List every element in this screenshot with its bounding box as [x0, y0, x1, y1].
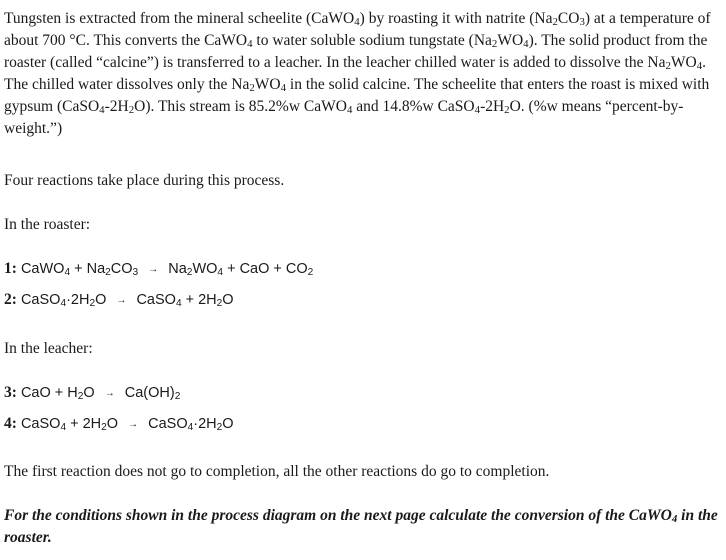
reaction-3: [4, 382, 180, 405]
reaction-reactants: CaO + $H_2O$: [20, 385, 95, 402]
reaction-number: 3:: [4, 384, 17, 401]
reaction-arrow: →: [104, 388, 115, 399]
leacher-label: In the leacher:: [4, 340, 93, 357]
question-text: For the conditions shown in the process diagram on the next page calculate the conversion of the CaWO$_4$ in the roaster.: [4, 507, 718, 546]
reaction-number: 1:: [4, 260, 17, 277]
four-reactions-text: Four reactions take place during this process.: [4, 172, 285, 189]
reaction-reactants: CaWO$_4$ + $Na_2CO_3$: [20, 261, 139, 278]
reaction-number: 4:: [4, 415, 17, 432]
reaction-number: 2:: [4, 291, 17, 308]
reaction-products: CaSO$_4$ + $2H_2O$: [136, 292, 234, 309]
roaster-label: In the roaster:: [4, 216, 91, 233]
reaction-arrow: →: [128, 419, 139, 430]
reaction-2: [4, 289, 234, 312]
reaction-arrow: →: [148, 264, 159, 275]
reaction-products: $CaSO_4\cdot 2H_2O$: [148, 416, 234, 433]
completion-note: The first reaction does not go to completion, all the other reactions do go to completion.: [4, 463, 550, 480]
reaction-reactants: CaSO$_4$ + $2H_2O$: [20, 416, 119, 433]
reaction-products: $Ca(OH)_2$: [124, 385, 181, 402]
intro-paragraph: Tungsten is extracted from the mineral scheelite (CaWO$_4$) by roasting it with natrite $(Na_2CO_3)$ at a temperature of about 700 °C. This converts the CaWO$_4$ to water soluble sodium tungstate $(Na_2WO_4)$. The solid product from the roaster (called “calcine”) is transferred to a leacher. In the leacher chilled water is added to dissolve the $Na_2WO_4$. The chilled water dissolves only the $Na_2WO_4$ in the solid calcine. The scheelite that enters the roast is mixed with gypsum $(CaSO_4-2H_2O)$. This stream is 85.2%w CaWO$_4$ and 14.8%w $CaSO_4-2H_2O$. (%w means “percent-by-weight.”): [4, 10, 711, 137]
reaction-4: [4, 413, 234, 436]
reaction-reactants: $CaSO_4\cdot 2H_2O$: [20, 292, 107, 309]
reaction-products: $Na_2WO_4$ + CaO + $CO_2$: [168, 261, 314, 278]
reaction-arrow: →: [116, 295, 127, 306]
reaction-1: [4, 258, 313, 281]
